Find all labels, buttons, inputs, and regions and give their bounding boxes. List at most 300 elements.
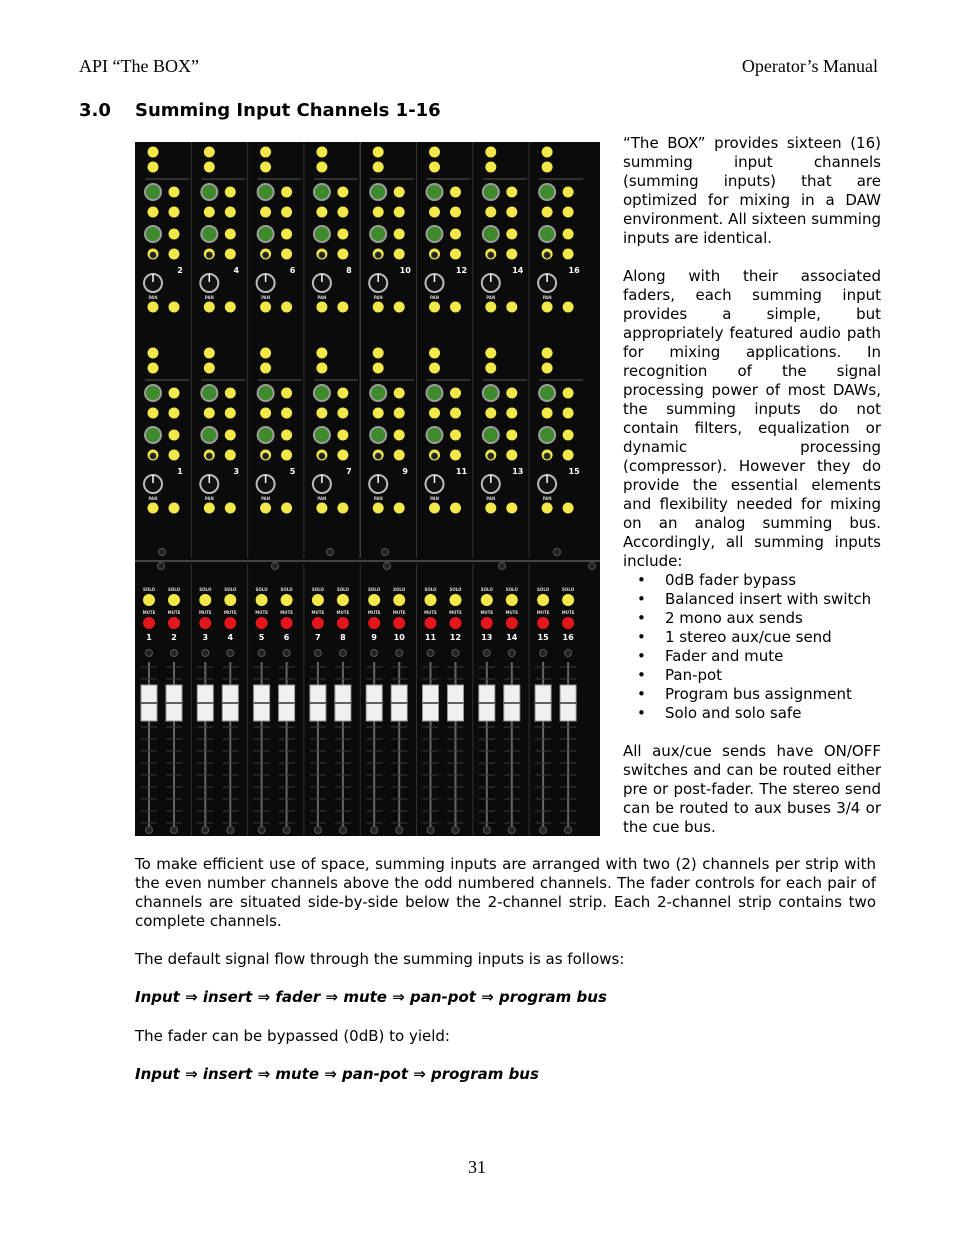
solo-label: SOLO — [424, 587, 437, 592]
bypass-intro: The fader can be bypassed (0dB) to yield: — [135, 1027, 450, 1045]
aux-knob — [370, 427, 386, 443]
indicator — [206, 252, 212, 258]
channel-number: 12 — [455, 266, 468, 275]
bullet-icon: • — [637, 590, 646, 608]
switch-led — [506, 302, 517, 313]
fader-channel-number: 6 — [283, 633, 290, 642]
switch-led — [394, 187, 405, 198]
switch-led — [485, 207, 496, 218]
channel-number: 9 — [402, 467, 408, 476]
mute-label: MUTE — [167, 610, 181, 615]
switch-led — [563, 408, 574, 419]
switch-led — [506, 207, 517, 218]
switch-led — [485, 147, 496, 158]
mute-label: MUTE — [255, 610, 268, 615]
switch-led — [450, 503, 461, 514]
switch-led — [148, 408, 159, 419]
solo-label: SOLO — [224, 587, 237, 592]
list-item: • 1 stereo aux/cue send — [637, 628, 832, 646]
switch-led — [394, 249, 405, 260]
solo-switch — [450, 594, 462, 606]
list-item: • 0dB fader bypass — [637, 571, 797, 589]
aux-knob — [314, 427, 330, 443]
switch-led — [281, 187, 292, 198]
mute-switch — [199, 617, 211, 629]
aux-knob — [483, 226, 499, 242]
mute-switch — [368, 617, 380, 629]
switch-led — [169, 187, 180, 198]
switch-led — [373, 207, 384, 218]
switch-led — [429, 147, 440, 158]
switch-led — [542, 147, 553, 158]
mixer-panel-illustration — [135, 142, 600, 836]
switch-led — [485, 162, 496, 173]
indicator — [375, 453, 381, 459]
fader-indicator — [314, 650, 321, 657]
intro-paragraph: “The BOX” provides sixteen (16) summing input channels (summing inputs) that are optimized for mixing in a DAW environment. All sixteen summing inputs are identical. — [623, 134, 881, 247]
switch-led — [260, 302, 271, 313]
fader-channel-number: 10 — [393, 633, 405, 642]
bullet-icon: • — [637, 704, 646, 722]
solo-label: SOLO — [336, 587, 349, 592]
aux-knob — [427, 385, 443, 401]
pan-label: PAN — [261, 295, 271, 300]
mute-label: MUTE — [280, 610, 293, 615]
switch-led — [169, 503, 180, 514]
indicator — [263, 252, 269, 258]
fader-indicator — [146, 827, 153, 834]
switch-led — [506, 450, 517, 461]
indicator — [375, 252, 381, 258]
switch-led — [542, 302, 553, 313]
mute-label: MUTE — [311, 610, 325, 615]
switch-led — [563, 229, 574, 240]
switch-led — [506, 430, 517, 441]
switch-led — [148, 207, 159, 218]
pan-label: PAN — [204, 496, 214, 501]
switch-led — [542, 162, 553, 173]
channel-number: 1 — [177, 467, 183, 476]
switch-led — [429, 302, 440, 313]
solo-switch — [506, 594, 518, 606]
pan-label: PAN — [317, 496, 327, 501]
fader-channel-number: 3 — [202, 633, 209, 642]
fader-channel-number: 8 — [340, 633, 346, 642]
mute-label: MUTE — [223, 610, 237, 615]
switch-led — [542, 348, 553, 359]
switch-led — [542, 363, 553, 374]
switch-led — [316, 503, 327, 514]
fader-indicator — [508, 650, 515, 657]
right-column-text — [623, 134, 881, 837]
switch-led — [394, 503, 405, 514]
fader-indicator — [258, 827, 265, 834]
switch-led — [337, 430, 348, 441]
mute-switch — [224, 617, 236, 629]
mute-switch — [537, 617, 549, 629]
layout-paragraph: To make efficient use of space, summing inputs are arranged with two (2) channels per strip with the even number channels above the odd numbered channels. The fader controls for each pair of channels are situated side-by-side below the 2-channel strip. Each 2-channel strip contains two complete channels. — [135, 855, 876, 930]
pan-label: PAN — [261, 496, 271, 501]
pan-label: PAN — [148, 295, 158, 300]
switch-led — [563, 302, 574, 313]
solo-label: SOLO — [505, 587, 518, 592]
switch-led — [281, 207, 292, 218]
solo-switch — [199, 594, 211, 606]
aux-knob — [539, 385, 555, 401]
pan-label: PAN — [542, 295, 552, 300]
pan-label: PAN — [542, 496, 552, 501]
fader-channel-number: 11 — [424, 633, 437, 642]
bullet-icon: • — [637, 647, 646, 665]
aux-knob — [370, 184, 386, 200]
switch-led — [225, 388, 236, 399]
mute-switch — [450, 617, 462, 629]
channel-number: 7 — [346, 467, 352, 476]
switch-led — [506, 249, 517, 260]
fader-indicator — [171, 650, 178, 657]
solo-label: SOLO — [255, 587, 268, 592]
switch-led — [169, 302, 180, 313]
indicator — [432, 252, 438, 258]
switch-led — [394, 388, 405, 399]
channel-number: 3 — [233, 467, 240, 476]
solo-label: SOLO — [167, 587, 181, 592]
aux-knob — [258, 427, 274, 443]
solo-label: SOLO — [280, 587, 293, 592]
mute-switch — [256, 617, 268, 629]
fader-indicator — [540, 650, 547, 657]
fader-channel-number: 9 — [371, 633, 377, 642]
channel-number: 2 — [177, 266, 183, 275]
switch-led — [337, 408, 348, 419]
aux-knob — [145, 226, 161, 242]
screw-hole — [272, 563, 279, 570]
switch-led — [169, 450, 180, 461]
switch-led — [316, 207, 327, 218]
switch-led — [204, 363, 215, 374]
switch-led — [373, 348, 384, 359]
mute-switch — [481, 617, 493, 629]
switch-led — [337, 249, 348, 260]
aux-knob — [539, 184, 555, 200]
fader-indicator — [283, 650, 290, 657]
solo-switch — [168, 594, 180, 606]
switch-led — [225, 430, 236, 441]
pan-label: PAN — [486, 295, 496, 300]
fader-indicator — [339, 650, 346, 657]
pan-label: PAN — [429, 496, 440, 501]
switch-led — [204, 162, 215, 173]
pan-label: PAN — [204, 295, 214, 300]
switch-led — [225, 229, 236, 240]
list-item: • Balanced insert with switch — [637, 590, 872, 608]
fader-indicator — [483, 827, 490, 834]
mute-switch — [337, 617, 349, 629]
switch-led — [225, 408, 236, 419]
solo-label: SOLO — [537, 587, 550, 592]
aux-knob — [145, 385, 161, 401]
aux-knob — [258, 226, 274, 242]
fader-indicator — [171, 827, 178, 834]
channel-number: 13 — [512, 467, 524, 476]
pan-label: PAN — [373, 496, 383, 501]
mute-switch — [425, 617, 437, 629]
indicator — [150, 453, 156, 459]
switch-led — [225, 187, 236, 198]
fader-channel-number: 13 — [481, 633, 493, 642]
switch-led — [429, 348, 440, 359]
switch-led — [169, 408, 180, 419]
switch-led — [316, 162, 327, 173]
switch-led — [204, 348, 215, 359]
switch-led — [148, 348, 159, 359]
switch-led — [148, 503, 159, 514]
solo-switch — [224, 594, 236, 606]
section-title — [79, 100, 441, 121]
solo-switch — [281, 594, 293, 606]
switch-led — [563, 249, 574, 260]
fader-indicator — [258, 650, 265, 657]
section-number: 3.0 — [79, 100, 111, 121]
aux-knob — [201, 184, 217, 200]
switch-led — [281, 302, 292, 313]
switch-led — [281, 229, 292, 240]
switch-led — [316, 147, 327, 158]
solo-switch — [537, 594, 549, 606]
bullet-icon: • — [637, 609, 646, 627]
mute-label: MUTE — [505, 610, 519, 615]
mute-switch — [562, 617, 574, 629]
fader-indicator — [146, 650, 153, 657]
switch-led — [485, 348, 496, 359]
aux-knob — [201, 226, 217, 242]
switch-led — [429, 207, 440, 218]
pan-label: PAN — [429, 295, 440, 300]
screw-hole — [554, 549, 561, 556]
solo-switch — [143, 594, 155, 606]
header-left: API “The BOX” — [79, 56, 199, 76]
switch-led — [506, 503, 517, 514]
list-item: • Fader and mute — [637, 647, 784, 665]
fader-channel-number: 1 — [146, 633, 152, 642]
fader-channel-number: 12 — [449, 633, 462, 642]
fader-indicator — [227, 650, 234, 657]
channel-number: 15 — [568, 467, 580, 476]
aux-knob — [427, 427, 443, 443]
solo-switch — [256, 594, 268, 606]
switch-led — [373, 147, 384, 158]
indicator — [319, 252, 325, 258]
switch-led — [394, 450, 405, 461]
switch-led — [260, 363, 271, 374]
switch-led — [281, 408, 292, 419]
switch-led — [169, 249, 180, 260]
switch-led — [204, 207, 215, 218]
fader-indicator — [452, 650, 459, 657]
switch-led — [169, 430, 180, 441]
mute-switch — [168, 617, 180, 629]
switch-led — [337, 450, 348, 461]
screw-hole — [589, 563, 596, 570]
switch-led — [316, 363, 327, 374]
switch-led — [563, 503, 574, 514]
solo-switch — [312, 594, 324, 606]
bypass-signal-flow: Input ⇒ insert ⇒ mute ⇒ pan-pot ⇒ program bus — [135, 1065, 539, 1083]
indicator — [432, 453, 438, 459]
aux-knob — [483, 385, 499, 401]
fader-indicator — [452, 827, 459, 834]
switch-led — [204, 408, 215, 419]
page-number: 31 — [468, 1157, 486, 1177]
solo-label: SOLO — [393, 587, 406, 592]
switch-led — [542, 408, 553, 419]
aux-knob — [427, 184, 443, 200]
channel-number: 6 — [289, 266, 296, 275]
pan-label: PAN — [317, 295, 327, 300]
switch-led — [563, 430, 574, 441]
switch-led — [506, 408, 517, 419]
mute-label: MUTE — [480, 610, 494, 615]
fader-indicator — [396, 827, 403, 834]
channel-number: 4 — [233, 266, 240, 275]
screw-hole — [159, 549, 166, 556]
switch-led — [450, 388, 461, 399]
indicator — [319, 453, 325, 459]
switch-led — [373, 162, 384, 173]
solo-label: SOLO — [449, 587, 462, 592]
switch-led — [281, 388, 292, 399]
solo-switch — [337, 594, 349, 606]
switch-led — [542, 503, 553, 514]
aux-knob — [314, 184, 330, 200]
default-signal-flow: Input ⇒ insert ⇒ fader ⇒ mute ⇒ pan-pot ⇒ program bus — [135, 988, 607, 1006]
fader-channel-number: 7 — [315, 633, 321, 642]
switch-led — [450, 187, 461, 198]
channel-number: 8 — [346, 266, 352, 275]
switch-led — [204, 302, 215, 313]
indicator — [544, 252, 550, 258]
mute-label: MUTE — [198, 610, 212, 615]
aux-knob — [483, 427, 499, 443]
fader-indicator — [314, 827, 321, 834]
mute-label: MUTE — [536, 610, 550, 615]
switch-led — [563, 207, 574, 218]
switch-led — [394, 207, 405, 218]
switch-led — [225, 249, 236, 260]
mute-switch — [312, 617, 324, 629]
header-right: Operator’s Manual — [741, 56, 878, 76]
solo-switch — [425, 594, 437, 606]
bullet-icon: • — [637, 666, 646, 684]
switch-led — [337, 229, 348, 240]
fader-indicator — [202, 650, 209, 657]
mute-switch — [143, 617, 155, 629]
switch-led — [204, 147, 215, 158]
switch-led — [337, 187, 348, 198]
switch-led — [260, 207, 271, 218]
solo-label: SOLO — [368, 587, 381, 592]
switch-led — [225, 503, 236, 514]
fader-channel-number: 14 — [506, 633, 518, 642]
switch-led — [260, 503, 271, 514]
solo-label: SOLO — [199, 587, 212, 592]
switch-led — [542, 207, 553, 218]
switch-led — [394, 408, 405, 419]
switch-led — [169, 207, 180, 218]
pan-label: PAN — [373, 295, 383, 300]
switch-led — [373, 503, 384, 514]
aux-knob — [314, 226, 330, 242]
switch-led — [563, 388, 574, 399]
switch-led — [225, 207, 236, 218]
aux-knob — [258, 385, 274, 401]
aux-knob — [539, 427, 555, 443]
summing-channels-figure — [135, 142, 600, 836]
switch-led — [169, 229, 180, 240]
indicator — [544, 453, 550, 459]
switch-led — [260, 408, 271, 419]
fader-indicator — [202, 827, 209, 834]
switch-led — [506, 388, 517, 399]
aux-knob — [370, 385, 386, 401]
solo-label: SOLO — [480, 587, 493, 592]
switch-led — [148, 302, 159, 313]
switch-led — [450, 207, 461, 218]
switch-led — [429, 503, 440, 514]
switch-led — [450, 302, 461, 313]
mute-switch — [281, 617, 293, 629]
switch-led — [148, 147, 159, 158]
list-item: • Solo and solo safe — [637, 704, 802, 722]
switch-led — [260, 162, 271, 173]
fader-channel-number: 5 — [258, 633, 265, 642]
aux-knob — [145, 184, 161, 200]
list-item: • Pan-pot — [637, 666, 723, 684]
aux-knob — [370, 226, 386, 242]
channel-number: 5 — [289, 467, 296, 476]
channel-number: 10 — [399, 266, 411, 275]
aux-knob — [258, 184, 274, 200]
solo-switch — [368, 594, 380, 606]
mute-label: MUTE — [424, 610, 437, 615]
mute-label: MUTE — [336, 610, 350, 615]
solo-switch — [393, 594, 405, 606]
fader-indicator — [565, 827, 572, 834]
indicator — [488, 252, 494, 258]
mute-switch — [506, 617, 518, 629]
switch-led — [429, 162, 440, 173]
indicator — [150, 252, 156, 258]
solo-switch — [562, 594, 574, 606]
switch-led — [450, 229, 461, 240]
list-item: • Program bus assignment — [637, 685, 852, 703]
fader-indicator — [427, 650, 434, 657]
switch-led — [450, 450, 461, 461]
switch-led — [485, 408, 496, 419]
switch-led — [316, 348, 327, 359]
switch-led — [260, 147, 271, 158]
fader-channel-number: 16 — [562, 633, 574, 642]
fader-indicator — [508, 827, 515, 834]
channel-number: 16 — [568, 266, 580, 275]
switch-led — [225, 302, 236, 313]
mute-label: MUTE — [392, 610, 406, 615]
switch-led — [394, 229, 405, 240]
aux-knob — [145, 427, 161, 443]
screw-hole — [384, 563, 391, 570]
switch-led — [506, 229, 517, 240]
switch-led — [316, 408, 327, 419]
